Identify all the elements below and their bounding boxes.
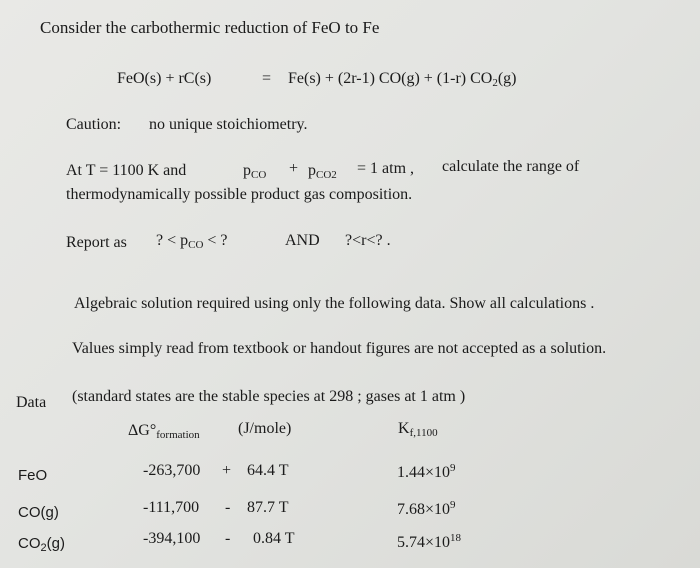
task-line1-a: At T = 1100 K and <box>66 162 187 179</box>
dg-b-cell: 64.4 T <box>247 462 289 479</box>
task-line2: thermodynamically possible product gas composition. <box>66 186 413 203</box>
header-units: (J/mole) <box>238 420 292 437</box>
report-expr-r: ?<r<? . <box>345 232 391 249</box>
k-cell: $7.68\times 10^9$ <box>397 499 456 518</box>
instruction-line1: Algebraic solution required using only the following data. Show all calculations . <box>74 295 595 312</box>
task-line1-b: = 1 atm , <box>357 160 415 177</box>
dg-b-cell: 87.7 T <box>247 499 289 516</box>
equation-rhs: Fe(s) + (2r-1) CO(g) + (1-r) $CO_2(g)$ <box>288 70 517 89</box>
species-cell: $CO_2(g)$ <box>18 535 65 554</box>
equation-equals: = <box>262 70 272 87</box>
report-and: AND <box>285 232 320 249</box>
k-cell: $5.74\times 10^{18}$ <box>397 532 462 551</box>
report-expr-pco: ? < $p_{CO}$ < ? <box>156 232 228 251</box>
dg-op-cell: + <box>222 462 232 479</box>
dg-op-cell: - <box>225 499 231 516</box>
species-cell: FeO <box>18 467 48 484</box>
equation-lhs: FeO(s) + rC(s) <box>117 70 212 87</box>
pressure-co2: $p_{CO2}$ <box>308 162 337 181</box>
caution-text: no unique stoichiometry. <box>149 116 308 133</box>
dg-a-cell: -111,700 <box>143 499 200 516</box>
dg-a-cell: -394,100 <box>143 530 201 547</box>
pressure-co: $p_{CO}$ <box>243 162 267 181</box>
data-note: (standard states are the stable species at 298 ; gases at 1 atm ) <box>72 388 466 405</box>
dg-b-cell: 0.84 T <box>253 530 295 547</box>
plus-sign: + <box>289 160 299 177</box>
k-cell: $1.44\times 10^9$ <box>397 462 456 481</box>
dg-a-cell: -263,700 <box>143 462 201 479</box>
header-k: $K_{f,1100}$ <box>398 420 438 439</box>
intro-text: Consider the carbothermic reduction of FeO to Fe <box>40 18 380 37</box>
dg-op-cell: - <box>225 530 231 547</box>
caution-label: Caution: <box>66 116 122 133</box>
data-label: Data <box>16 394 47 411</box>
report-label: Report as <box>66 234 127 251</box>
species-cell: CO(g) <box>18 504 59 521</box>
header-dg-formation: $\Delta G^\circ_{formation}$ <box>128 422 200 441</box>
instruction-line2: Values simply read from textbook or handout figures are not accepted as a solution. <box>72 340 607 357</box>
task-line1-c: calculate the range of <box>442 158 580 175</box>
